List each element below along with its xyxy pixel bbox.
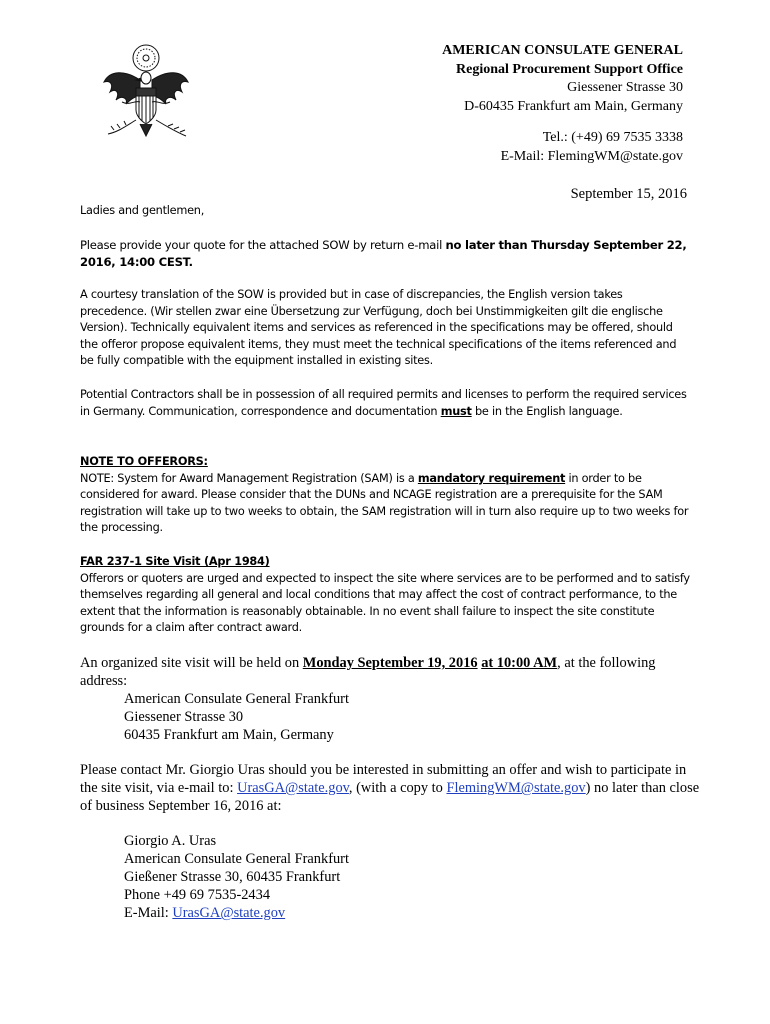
contractors-paragraph — [80, 387, 690, 420]
contact-text: Please contact Mr. Giorgio Uras should you be interested in submitting an offer and wish to participate in the site visit, via e-mail to: — [80, 762, 687, 796]
note-paragraph — [80, 471, 690, 537]
letterhead-tel: Tel.: (+49) 69 7535 3338 — [542, 130, 683, 145]
note-heading: NOTE TO OFFERORS: — [80, 455, 208, 468]
signature-email — [124, 904, 684, 922]
site-visit-address — [80, 690, 700, 744]
quote-request-text: Please provide your quote for the attached SOW by return e-mail — [80, 238, 446, 252]
letterhead-street: Giessener Strasse 30 — [567, 80, 683, 95]
note-text: NOTE: System for Award Management Registration (SAM) is a — [80, 471, 418, 485]
translation-paragraph: A courtesy translation of the SOW is provided but in case of discrepancies, the English version takes precedence. (Wir stellen zwar eine Übersetzung zur Verfügung, doch bei Unstimmigkeiten gilt die englische Version). Technically equivalent items and services as referenced in the specifications may be offered, should the offeror propose equivalent items, they must meet the technical specifications of the items referenced and be fully compatible with the equipment installed in existing sites. — [80, 288, 677, 368]
quote-request-paragraph — [80, 237, 690, 270]
signature-name: Giorgio A. Uras — [124, 833, 217, 849]
fleming-email-link[interactable]: FlemingWM@state.gov — [446, 780, 586, 796]
signature-email-label: E-Mail: — [124, 905, 173, 921]
letterhead-office: Regional Procurement Support Office — [456, 61, 683, 77]
mandatory-requirement: mandatory requirement — [417, 471, 566, 485]
site-visit-date: Monday September 19, 2016 — [302, 655, 478, 671]
signature-org: American Consulate General Frankfurt — [124, 851, 349, 867]
address-line: American Consulate General Frankfurt — [124, 691, 349, 707]
address-line: Giessener Strasse 30 — [124, 709, 244, 725]
signature-email-link[interactable]: UrasGA@state.gov — [172, 905, 286, 921]
site-visit-section — [80, 654, 700, 744]
great-seal-eagle-icon — [100, 40, 192, 152]
contractors-text-end: be in the English language. — [471, 404, 623, 418]
contractors-text: Potential Contractors shall be in possession of all required permits and licenses to perform the required services in Germany. Communication, correspondence and documentation — [80, 388, 687, 418]
quote-deadline: no later than Thursday September 22, 2016, 14:00 CEST. — [80, 238, 687, 269]
letterhead-title: AMERICAN CONSULATE GENERAL — [442, 43, 683, 58]
address-line: 60435 Frankfurt am Main, Germany — [124, 727, 334, 743]
letterhead-city: D-60435 Frankfurt am Main, Germany — [464, 98, 683, 114]
site-visit-paragraph — [80, 654, 700, 690]
far-section — [80, 554, 690, 637]
site-visit-text: An organized site visit will be held on — [80, 655, 303, 671]
must-emphasis: must — [440, 404, 472, 418]
uras-email-link[interactable]: UrasGA@state.gov — [237, 780, 349, 796]
letter-date: September 15, 2016 — [570, 186, 687, 202]
far-heading: FAR 237-1 Site Visit (Apr 1984) — [80, 555, 270, 568]
letterhead — [442, 42, 683, 166]
note-text-end: in order to be considered for award. Please consider that the DUNs and NCAGE registration are a prerequisite for the SAM registration will take up to two weeks to obtain, the SAM registration will in turn also require up to two weeks for the processing. — [80, 471, 689, 535]
signature-block — [80, 832, 684, 922]
site-visit-text-end: , at the following address: — [80, 655, 656, 689]
contact-paragraph — [80, 761, 700, 815]
letterhead-email: E-Mail: FlemingWM@state.gov — [500, 148, 683, 164]
contact-text: , (with a copy to — [348, 780, 447, 796]
signature-phone: Phone +49 69 7535-2434 — [124, 887, 271, 903]
note-section — [80, 454, 690, 537]
site-visit-time: at 10:00 AM — [481, 655, 558, 671]
salutation: Ladies and gentlemen, — [80, 204, 205, 217]
contact-text: ) no later than close of business September 16, 2016 at: — [80, 780, 700, 814]
signature-street: Gießener Strasse 30, 60435 Frankfurt — [124, 869, 341, 885]
far-paragraph: Offerors or quoters are urged and expected to inspect the site where services are to be performed and to satisfy themselves regarding all general and local conditions that may affect the cost of contract performance, to the extent that the information is reasonably obtainable. In no event shall failure to inspect the site constitute grounds for a claim after contract award. — [80, 571, 690, 635]
